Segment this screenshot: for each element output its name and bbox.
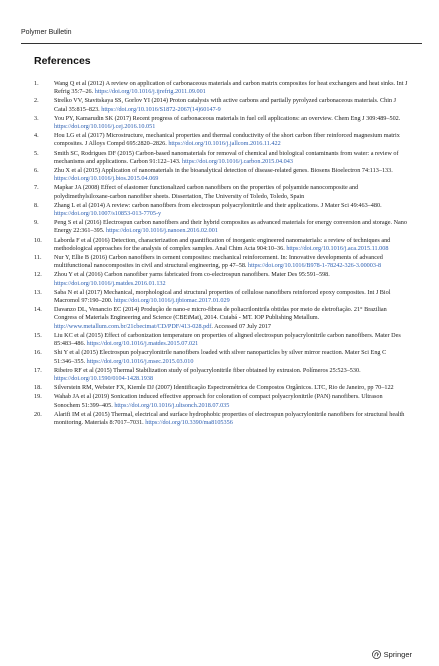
- reference-item: [34, 367, 408, 383]
- reference-text: [54, 219, 408, 235]
- doi-link[interactable]: https://doi.org/10.3390/ma8105356: [145, 418, 233, 426]
- reference-number: 19.: [34, 393, 42, 401]
- reference-number: 16.: [34, 349, 42, 357]
- doi-link[interactable]: https://doi.org/10.1016/j.matdes.2016.01.132: [54, 279, 166, 287]
- reference-text: [54, 97, 408, 113]
- citation-body: You PY, Kamarudin SK (2017) Recent progress of carbonaceous materials in fuel cell applications: an overview. Chem Eng J 309:489–502.: [54, 114, 401, 122]
- reference-number: 13.: [34, 288, 42, 296]
- reference-item: [34, 332, 408, 348]
- doi-link[interactable]: https://doi.org/10.1016/B978-1-78242-326-3.00003-8: [248, 262, 382, 270]
- springer-horse-icon: [372, 650, 381, 659]
- reference-item: [34, 237, 408, 253]
- reference-text: [54, 184, 408, 200]
- reference-number: 4.: [34, 132, 39, 140]
- reference-number: 11.: [34, 254, 42, 262]
- reference-item: [34, 384, 408, 392]
- reference-number: 3.: [34, 114, 39, 122]
- reference-number: 20.: [34, 410, 42, 418]
- citation-body: Silverstein RM, Webster FX, Kiemle DJ (2007) Identificação Espectrométrica de Compostos Orgânicos. LTC, Rio de Janeiro, pp 70–122: [54, 384, 394, 392]
- citation-body: Mapkar JA (2008) Effect of elastomer functionalized carbon nanofibers on the properties of polyamide nanocomposite and polydimethylsiloxane-carbon nanofiber sheets. Dissertation, The University of Toledo, Toledo, Spain: [54, 184, 359, 200]
- doi-link[interactable]: https://doi.org/10.1016/j.carbon.2015.04.043: [182, 157, 293, 165]
- reference-item: [34, 306, 408, 331]
- reference-item: [34, 202, 408, 218]
- doi-link[interactable]: https://doi.org/10.1016/j.matdes.2015.07.021: [86, 340, 199, 348]
- reference-item: [34, 411, 408, 427]
- citation-body: Davanzo DL, Venancio EC (2014) Produção de nano-e micro-fibras de poliacrilonitrila obtidas por meio de eletrofiação. 21° Brazilian Congress of Materials Engineering and Science (CBEiMat), 2014. Cuiabá - MT. IOP Publishing Metallum.: [54, 306, 387, 322]
- reference-number: 6.: [34, 167, 39, 175]
- reference-number: 5.: [34, 149, 39, 157]
- reference-item: [34, 271, 408, 287]
- citation-tail: . Accessed 07 July 2017: [211, 322, 272, 330]
- publisher-footer: [372, 650, 412, 659]
- citation-body: Laborda F et al (2016) Detection, characterization and quantification of inorganic engineered nanomaterials: a review of techniques and methodological approaches for the analysis of complex samples. Anal Chim Acta 904:10–36.: [54, 236, 391, 252]
- doi-link[interactable]: https://doi.org/10.1016/j.ijbiomac.2017.01.029: [113, 297, 230, 305]
- citation-body: Strelko VV, Stavitskaya SS, Gorlov YI (2014) Proton catalysis with active carbons and partially pyrolyzed carbonaceous materials. Chin J Catal 35:815–823.: [54, 97, 397, 113]
- reference-text: [54, 367, 408, 383]
- reference-text: [54, 80, 408, 96]
- reference-number: 9.: [34, 219, 39, 227]
- citation-body: Shi Y et al (2015) Electrospun polyacrylonitrile nanofibers loaded with silver nanoparticles by silver mirror reaction. Mater Sci Eng C 51:346–355.: [54, 349, 387, 365]
- citation-body: Zhou Y et al (2016) Carbon nanofiber yarns fabricated from co-electrospun nanofibers. Mater Des 95:591–598.: [54, 271, 330, 279]
- reference-number: 10.: [34, 236, 42, 244]
- reference-text: [54, 332, 408, 348]
- reference-item: [34, 219, 408, 235]
- reference-item: [34, 167, 408, 183]
- doi-link[interactable]: https://doi.org/10.1016/j.nanoen.2016.02.001: [105, 227, 218, 235]
- reference-text: [54, 132, 408, 148]
- reference-list: [34, 80, 408, 428]
- reference-item: [34, 289, 408, 305]
- reference-number: 2.: [34, 97, 39, 105]
- reference-text: [54, 393, 408, 409]
- publisher-name: Springer: [383, 650, 412, 659]
- reference-item: [34, 184, 408, 200]
- reference-item: [34, 115, 408, 131]
- reference-item: [34, 349, 408, 365]
- reference-number: 14.: [34, 306, 42, 314]
- reference-number: 17.: [34, 366, 42, 374]
- reference-item: [34, 393, 408, 409]
- reference-number: 8.: [34, 201, 39, 209]
- doi-link[interactable]: https://doi.org/10.1007/s10853-013-7705-y: [54, 210, 162, 218]
- reference-item: [34, 150, 408, 166]
- doi-link[interactable]: https://doi.org/10.1016/j.msec.2015.03.010: [86, 357, 194, 365]
- reference-item: [34, 254, 408, 270]
- reference-item: [34, 132, 408, 148]
- citation-body: Smith SC, Rodrigues DF (2015) Carbon-based nanomaterials for removal of chemical and biological contaminants from water: a review of mechanisms and applications. Carbon 91:122–143.: [54, 149, 399, 165]
- doi-link[interactable]: https://doi.org/10.1016/j.jallcom.2016.11.422: [168, 140, 281, 148]
- reference-text: [54, 306, 408, 331]
- reference-item: [34, 97, 408, 113]
- reference-text: [54, 384, 408, 392]
- citation-body: Alarifi IM et al (2015) Thermal, electrical and surface hydrophobic properties of electrospun polyacrylonitrile nanofibers for structural health monitoring. Materials 8:7017–7031.: [54, 410, 405, 426]
- reference-text: [54, 167, 408, 183]
- section-title: References: [34, 55, 91, 67]
- doi-link[interactable]: https://doi.org/10.1016/S1872-2067(14)60147-9: [101, 105, 221, 113]
- citation-body: Peng S et al (2016) Electrospun carbon nanofibers and their hybrid composites as advanced materials for energy conversion and storage. Nano Energy 22:361–395.: [54, 219, 407, 235]
- citation-body: Wahab JA et al (2019) Sonication induced effective approach for coloration of compact polyacrylonitrile (PAN) nanofibers. Ultrason Sonochem 51:399–405.: [54, 393, 383, 409]
- doi-link[interactable]: https://doi.org/10.1016/j.ultsonch.2018.07.035: [114, 401, 230, 409]
- doi-link[interactable]: https://doi.org/10.1016/j.aca.2015.11.008: [286, 244, 389, 252]
- citation-body: Wang Q et al (2012) A review on application of carbonaceous materials and carbon matrix composites for heat exchangers and heat sinks. Int J Refrig 35:7–26.: [54, 80, 408, 96]
- doi-link[interactable]: https://doi.org/10.1590/0104-1428.1938: [54, 374, 154, 382]
- reference-text: [54, 115, 408, 131]
- citation-body: Zhang L et al (2014) A review: carbon nanofibers from electrospun polyacrylonitrile and their applications. J Mater Sci 49:463–480.: [54, 201, 382, 209]
- citation-body: Zhu X et al (2015) Application of nanomaterials in the bioanalytical detection of disease-related genes. Biosens Bioelectron 74:113–133.: [54, 167, 393, 175]
- reference-text: [54, 237, 408, 253]
- citation-body: Hou LG et al (2017) Microstructure, mechanical properties and thermal conductivity of the short carbon fiber reinforced magnesium matrix composites. J Alloys Compd 695:2820–2826.: [54, 132, 400, 148]
- reference-text: [54, 271, 408, 287]
- reference-text: [54, 150, 408, 166]
- header-rule: [21, 43, 422, 44]
- reference-number: 18.: [34, 384, 42, 392]
- running-header: Polymer Bulletin: [21, 29, 72, 36]
- citation-body: Liu KC et al (2015) Effect of carbonization temperature on properties of aligned electrospun polyacrylonitrile carbon nanofibers. Mater Des 85:483–486.: [54, 331, 401, 348]
- reference-number: 7.: [34, 184, 39, 192]
- doi-link[interactable]: https://doi.org/10.1016/j.bios.2015.04.069: [54, 175, 159, 183]
- reference-text: [54, 202, 408, 218]
- doi-link[interactable]: https://doi.org/10.1016/j.ijrefrig.2011.09.001: [94, 88, 206, 96]
- reference-number: 1.: [34, 80, 39, 87]
- reference-number: 12.: [34, 271, 42, 279]
- reference-text: [54, 254, 408, 270]
- citation-body: Saba N et al (2017) Mechanical, morphological and structural properties of cellulose nanofibers reinforced epoxy composites. Int J Biol Macromol 97:190–200.: [54, 288, 391, 305]
- reference-text: [54, 289, 408, 305]
- doi-link[interactable]: http://www.metallum.com.br/21cbecimat/CD/PDF/413-028.pdf: [54, 322, 212, 330]
- doi-link[interactable]: https://doi.org/10.1016/j.cej.2016.10.051: [54, 123, 156, 131]
- citation-body: Nur Y, Ellie B (2016) Carbon nanofibers in cement composites: mechanical reinforcement. In: Innovative developments of advanced multifunctional nanocomposites in civil and structural engineering, pp 47–58.: [54, 254, 383, 270]
- reference-item: [34, 80, 408, 96]
- reference-text: [54, 411, 408, 427]
- reference-number: 15.: [34, 331, 42, 339]
- reference-text: [54, 349, 408, 365]
- citation-body: Ribeiro RF et al (2015) Thermal Stabilization study of polyacrylonitrile fiber obtained by extrusion. Polímeros 25:523–530.: [54, 366, 361, 374]
